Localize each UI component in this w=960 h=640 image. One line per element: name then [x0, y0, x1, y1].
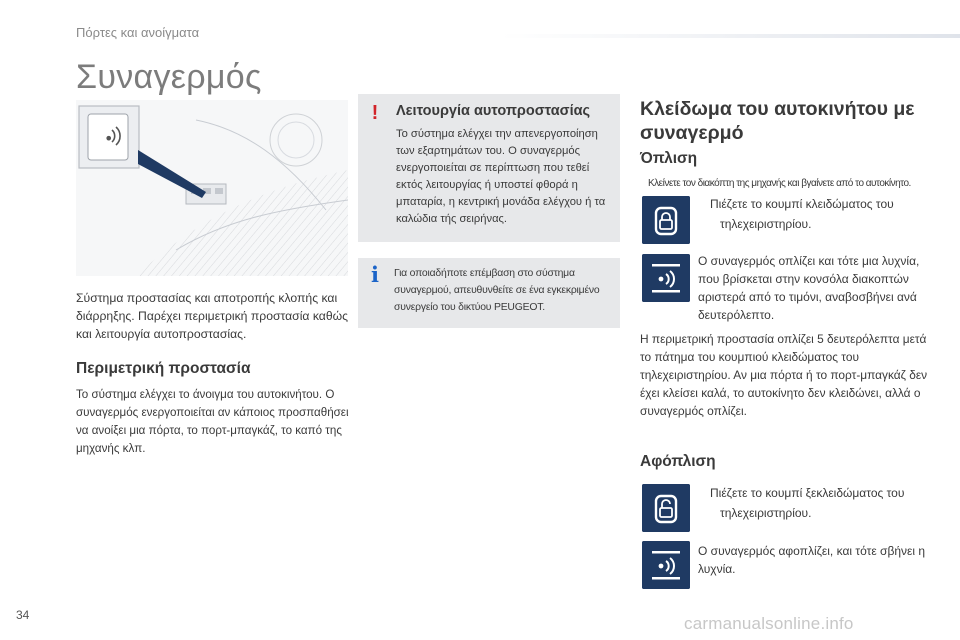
lock-heading: Όπλιση — [640, 150, 698, 167]
step-press-unlock — [702, 484, 942, 522]
unlock-heading: Αφόπλιση — [640, 453, 716, 470]
step-alarm-on: Ο συναγερμός οπλίζει και τότε μια λυχνία, που βρίσκεται στην κονσόλα διακοπτών αριστερά από το τιμόνι, αναβοσβήνει ανά δευτερόλεπτο. — [698, 254, 920, 322]
intro-text: Σύστημα προστασίας και αποτροπής κλοπής και διάρρηξης. Παρέχει περιμετρική προστασία καθώς και λειτουργία αυτοπροστασίας. — [76, 291, 348, 341]
step-alarm-off: Ο συναγερμός αφοπλίζει, και τότε σβήνει η λυχνία. — [698, 544, 926, 576]
padlock-unlocked-icon — [642, 484, 690, 532]
perimeter-note: Η περιμετρική προστασία οπλίζει 5 δευτερόλεπτα μετά το πάτημα του κουμπιού κλειδώματος του τηλεχειριστηρίου. Αν μια πόρτα ή το πορτ-μπαγκάζ δεν έχει κλείσει καλά, το αυτοκίνητο δεν κλειδώνει, αλλά ο συναγερμός οπλίζει. — [640, 332, 928, 418]
header-rule — [500, 34, 960, 38]
warning-title: Λειτουργία αυτοπροστασίας — [396, 103, 591, 119]
alarm-led-icon — [642, 254, 690, 302]
warning-icon: ! — [371, 102, 379, 124]
page-number: 34 — [16, 608, 30, 622]
step-press-lock — [702, 195, 942, 233]
lock-bullet-text: Κλείνετε τον διακόπτη της μηχανής και βγαίνετε από το αυτοκίνητο. — [648, 178, 911, 189]
info-text: Για οποιαδήποτε επέμβαση στο σύστημα συναγερμού, απευθυνθείτε σε ένα εγκεκριμένο συνεργείο του δικτύου PEUGEOT. — [394, 268, 600, 313]
svg-text:•: • — [104, 129, 114, 148]
alarm-button-dashboard-illustration — [76, 100, 348, 276]
warning-text: Το σύστημα ελέγχει την απενεργοποίηση των εξαρτημάτων του. Ο συναγερμός ενεργοποιείται σε περίπτωση που τεθεί εκτός λειτουργίας ή υποστεί φθορά η μπαταρία, η κεντρική μονάδα ελέγχου ή τα καλώδια τής σειρήνας. — [396, 128, 606, 225]
section-title: Κλείδωμα του αυτοκινήτου με συναγερμό — [640, 98, 915, 144]
step-press-lock-text: Πιέζετε το κουμπί κλειδώματος του τηλεχειριστηρίου. — [710, 197, 894, 231]
step-press-unlock-text: Πιέζετε το κουμπί ξεκλειδώματος του τηλεχειριστηρίου. — [710, 486, 905, 520]
perimeter-heading: Περιμετρική προστασία — [76, 360, 251, 377]
padlock-locked-icon — [642, 196, 690, 244]
lock-bullet — [640, 175, 940, 193]
info-icon: i — [371, 262, 379, 287]
breadcrumb: Πόρτες και ανοίγματα — [76, 25, 200, 40]
watermark: carmanualsonline.info — [684, 614, 854, 633]
page-title: Συναγερμός — [76, 58, 262, 96]
perimeter-text: Το σύστημα ελέγχει το άνοιγμα του αυτοκινήτου. Ο συναγερμός ενεργοποιείται αν κάποιος προσπαθήσει να ανοίξει μια πόρτα, το πορτ-μπαγκάζ, το καπό της μηχανής κλπ. — [76, 388, 349, 455]
alarm-led-icon — [642, 541, 690, 589]
